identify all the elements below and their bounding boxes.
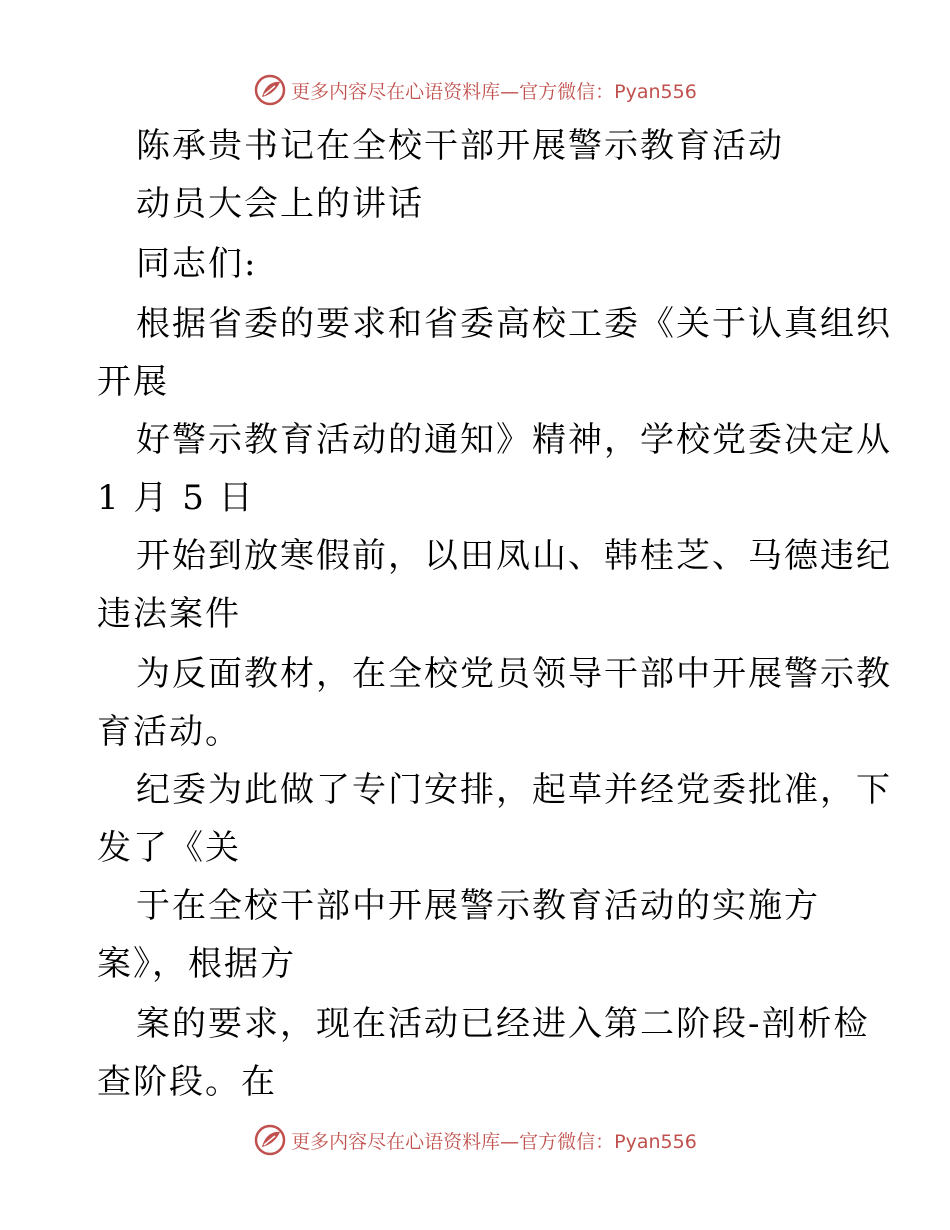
header-banner (0, 70, 950, 110)
text-line: 1 月 5 日 (97, 478, 255, 518)
salutation: 同志们: (136, 244, 258, 284)
text-line: 纪委为此做了专门安排，起草并经党委批准，下 (136, 770, 892, 810)
text-line: 案》，根据方 (97, 944, 296, 984)
text-line: 发了《关 (97, 828, 241, 868)
text-line: 案的要求，现在活动已经进入第二阶段-剖析检 (136, 1004, 870, 1044)
red-leaf-logo-icon (253, 1123, 287, 1157)
header-banner-text: 更多内容尽在心语资料库—官方微信：Pyan556 (291, 80, 697, 103)
text-line: 为反面教材，在全校党员领导干部中开展警示教 (136, 654, 892, 694)
footer-banner-text: 更多内容尽在心语资料库—官方微信：Pyan556 (291, 1130, 697, 1153)
text-line: 育活动。 (97, 712, 241, 752)
document-title-line-1: 陈承贵书记在全校干部开展警示教育活动 (136, 126, 784, 166)
text-line: 查阶段。在 (97, 1062, 277, 1102)
text-line: 好警示教育活动的通知》精神，学校党委决定从 (136, 420, 892, 460)
text-line: 根据省委的要求和省委高校工委《关于认真组织 (136, 304, 892, 344)
text-line: 于在全校干部中开展警示教育活动的实施方 (136, 886, 820, 926)
document-title-line-2: 动员大会上的讲话 (136, 184, 424, 224)
text-line: 开始到放寒假前，以田凤山、韩桂芝、马德违纪 (136, 536, 892, 576)
text-line: 违法案件 (97, 594, 241, 634)
footer-banner (0, 1120, 950, 1160)
text-line: 开展 (97, 362, 169, 402)
red-leaf-logo-icon (253, 73, 287, 107)
